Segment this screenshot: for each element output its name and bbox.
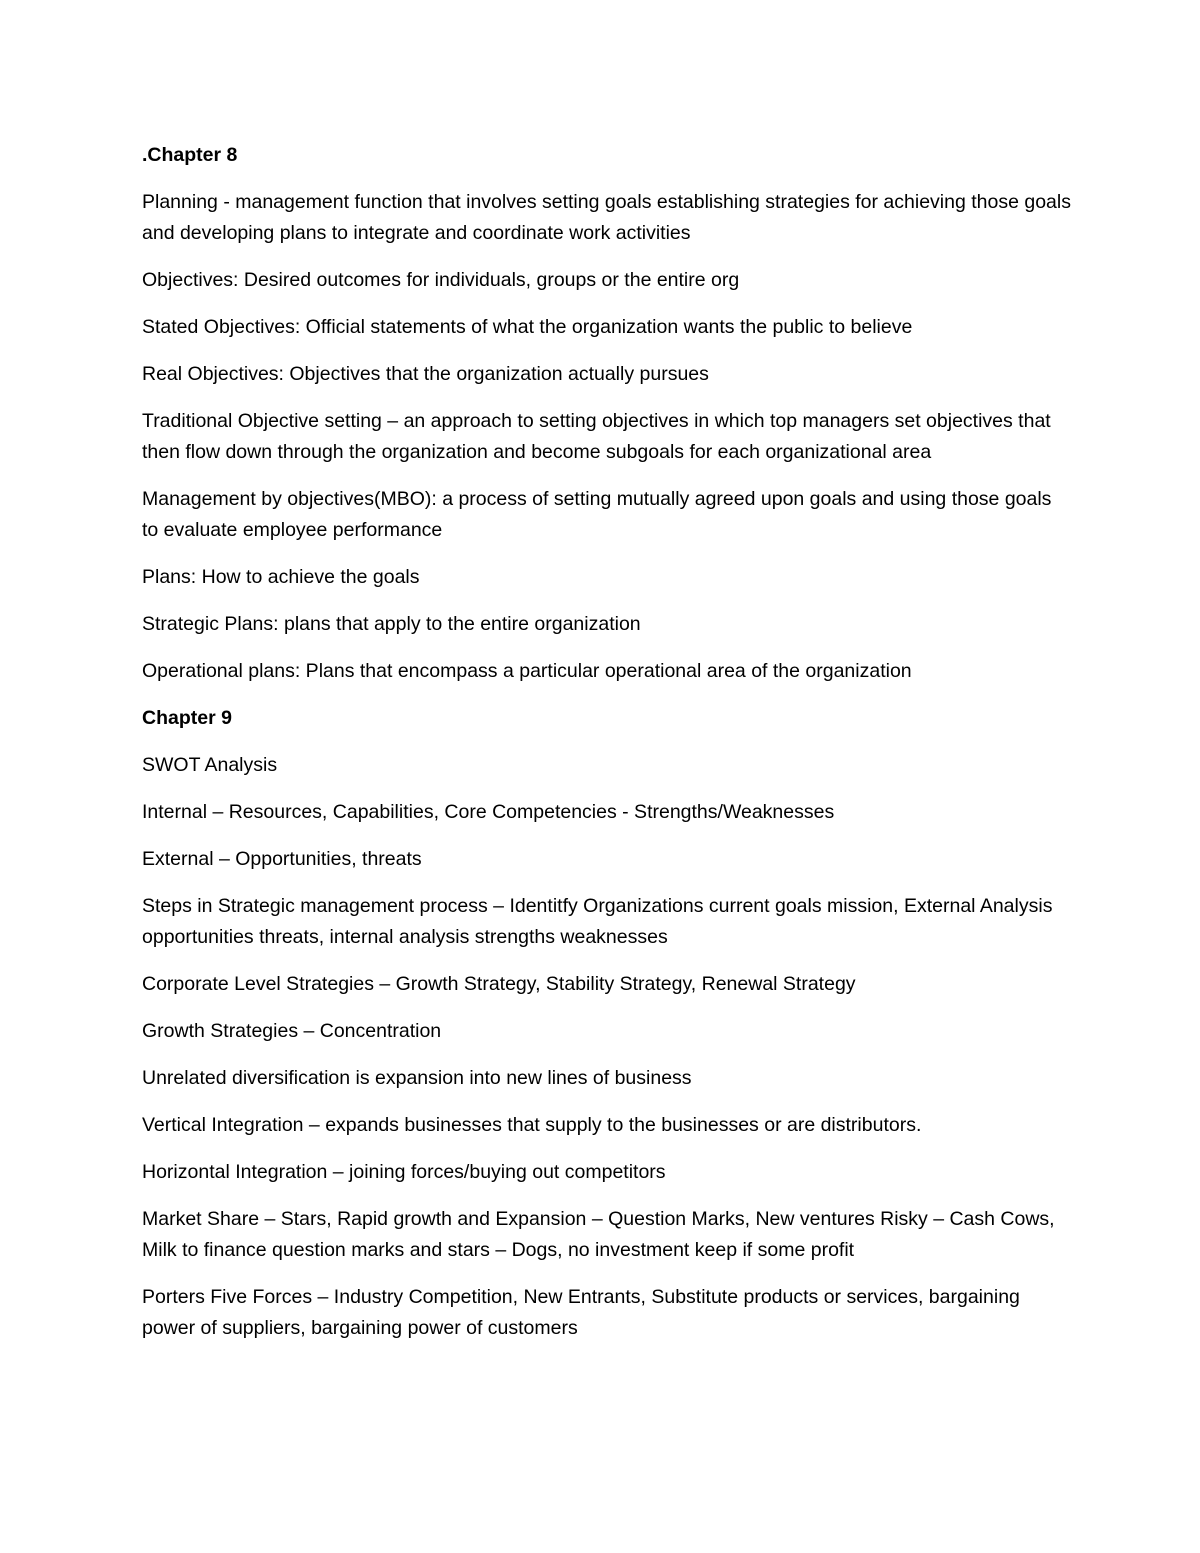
strategic-management-steps: Steps in Strategic management process – Identitfy Organizations current goals mission, External Analysis opportunities threats, internal analysis strengths weaknesses [142, 895, 1053, 948]
stated-objectives-definition: Stated Objectives: Official statements of what the organization wants the public to believe [142, 316, 913, 338]
corporate-level-strategies: Corporate Level Strategies – Growth Strategy, Stability Strategy, Renewal Strategy [142, 973, 856, 995]
mbo-definition: Management by objectives(MBO): a process of setting mutually agreed upon goals and using those goals to evaluate employee performance [142, 488, 1052, 541]
growth-strategies: Growth Strategies – Concentration [142, 1020, 442, 1042]
real-objectives-definition: Real Objectives: Objectives that the organization actually pursues [142, 363, 709, 385]
operational-plans-definition: Operational plans: Plans that encompass a particular operational area of the organization [142, 660, 912, 682]
external-factors: External – Opportunities, threats [142, 848, 422, 870]
internal-factors: Internal – Resources, Capabilities, Core Competencies - Strengths/Weaknesses [142, 801, 835, 823]
market-share: Market Share – Stars, Rapid growth and Expansion – Question Marks, New ventures Risky – Cash Cows, Milk to finance question marks and stars – Dogs, no investment keep if some profit [142, 1208, 1055, 1261]
horizontal-integration: Horizontal Integration – joining forces/buying out competitors [142, 1161, 666, 1183]
chapter-9-heading: Chapter 9 [142, 707, 232, 729]
vertical-integration: Vertical Integration – expands businesses that supply to the businesses or are distributors. [142, 1114, 922, 1136]
plans-definition: Plans: How to achieve the goals [142, 566, 420, 588]
planning-definition: Planning - management function that involves setting goals establishing strategies for achieving those goals and developing plans to integrate and coordinate work activities [142, 191, 1071, 244]
porters-five-forces: Porters Five Forces – Industry Competition, New Entrants, Substitute products or services, bargaining power of suppliers, bargaining power of customers [142, 1286, 1020, 1339]
traditional-objective-setting-definition: Traditional Objective setting – an approach to setting objectives in which top managers set objectives that then flow down through the organization and become subgoals for each organizational area [142, 410, 1051, 463]
chapter-8-heading: .Chapter 8 [142, 144, 238, 166]
unrelated-diversification: Unrelated diversification is expansion into new lines of business [142, 1067, 692, 1089]
strategic-plans-definition: Strategic Plans: plans that apply to the entire organization [142, 613, 641, 635]
document-page [142, 140, 1072, 1360]
swot-analysis: SWOT Analysis [142, 754, 278, 776]
objectives-definition: Objectives: Desired outcomes for individuals, groups or the entire org [142, 269, 740, 291]
